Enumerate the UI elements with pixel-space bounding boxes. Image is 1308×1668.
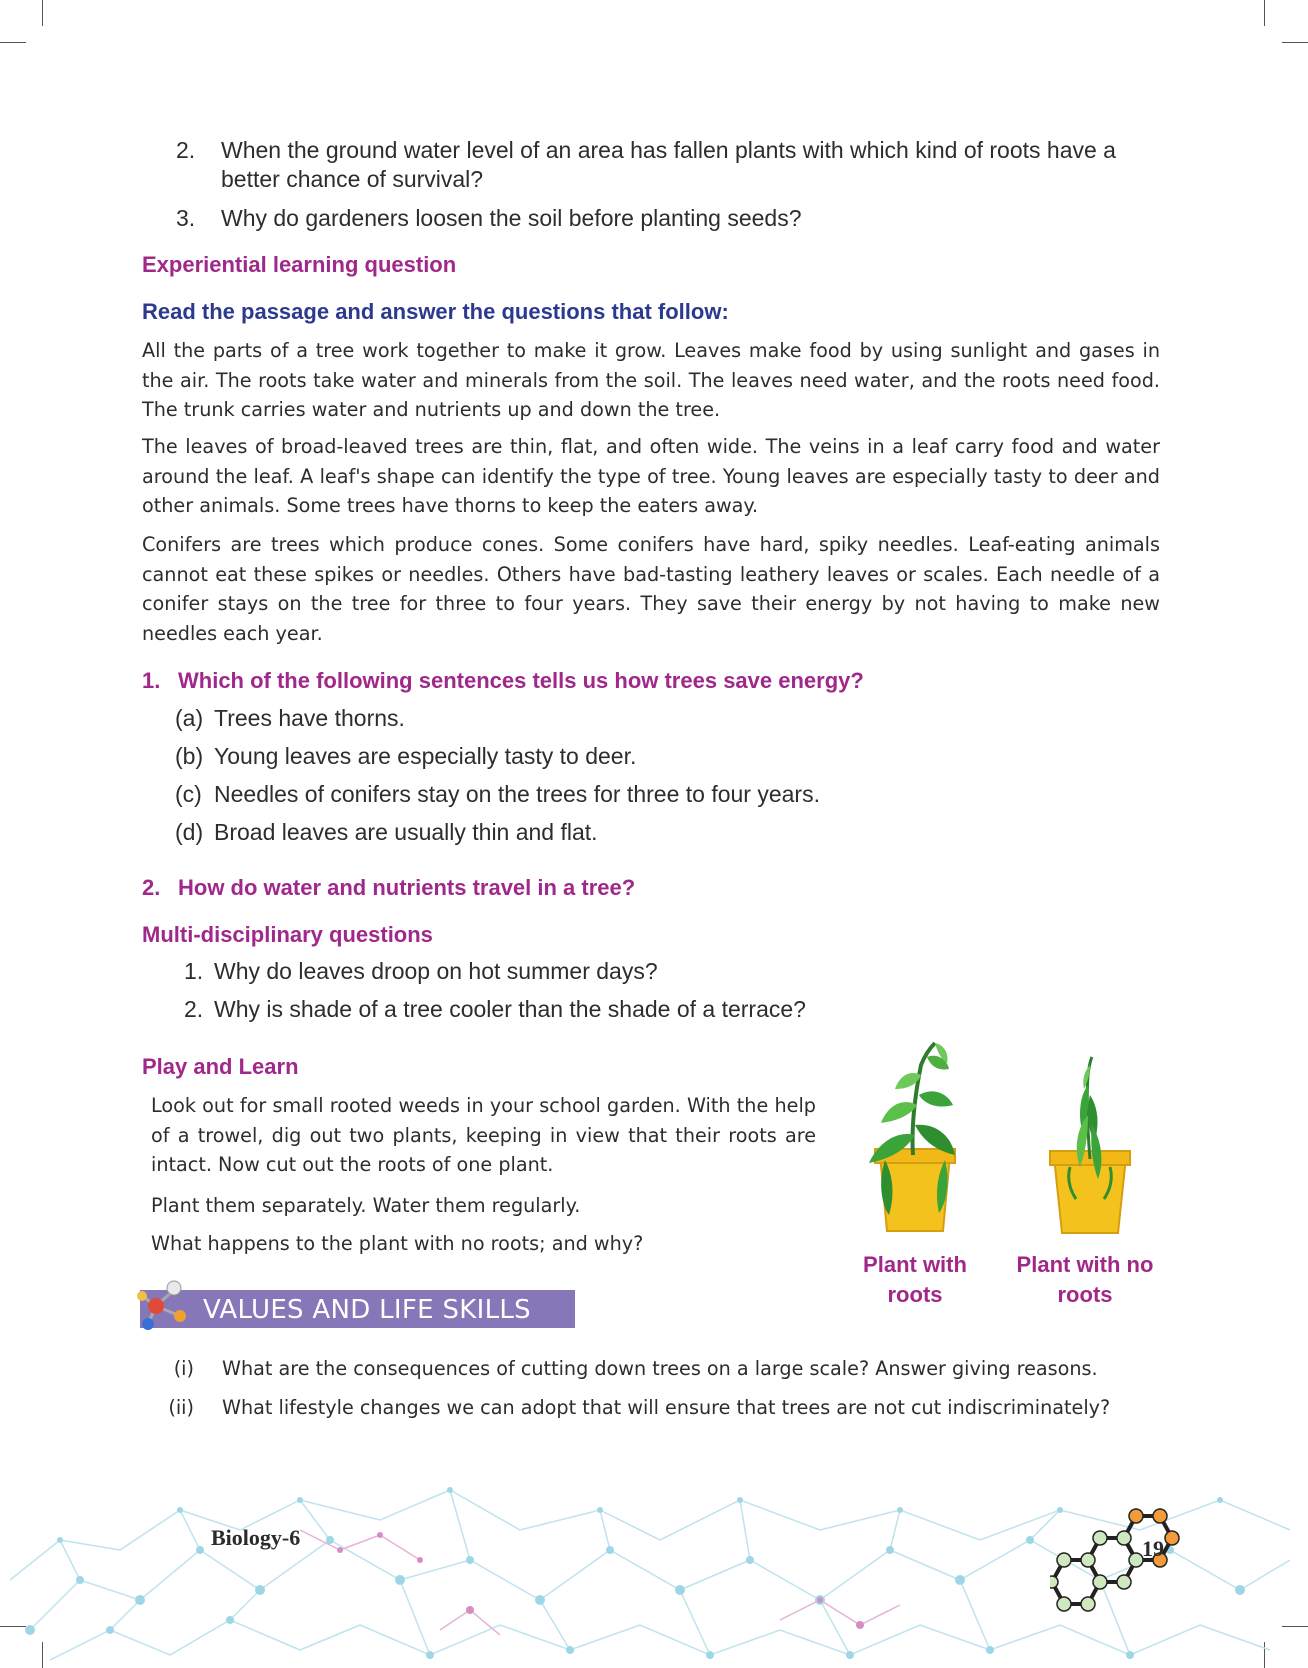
mcq-text: Which of the following sentences tells us how trees save energy? xyxy=(178,668,864,693)
values-question-number: (i) xyxy=(173,1357,194,1380)
question-number: 2. xyxy=(176,137,196,163)
crop-mark xyxy=(1282,42,1308,43)
molecule-icon xyxy=(136,1276,206,1336)
values-heading: VALUES AND LIFE SKILLS xyxy=(203,1295,531,1325)
activity-paragraph: What happens to the plant with no roots; and why? xyxy=(151,1232,644,1255)
crop-mark xyxy=(1264,0,1265,26)
page-number: 19 xyxy=(1142,1536,1164,1561)
option-label: (a) xyxy=(175,705,204,731)
plant-with-roots-illustration xyxy=(855,1035,975,1235)
caption-plant-no-roots: Plant with no roots xyxy=(1016,1252,1154,1307)
question-text: When the ground water level of an area has fallen plants with which kind of roots have a better chance of survival? xyxy=(221,137,1116,192)
caption-plant-with-roots: Plant with roots xyxy=(863,1252,967,1307)
question-text: How do water and nutrients travel in a tree? xyxy=(178,875,636,900)
option-label: (d) xyxy=(175,819,204,845)
option-label: (b) xyxy=(175,743,204,769)
crop-mark xyxy=(42,0,43,26)
question-text: Why do leaves droop on hot summer days? xyxy=(214,958,658,984)
passage-paragraph: All the parts of a tree work together to make it grow. Leaves make food by using sunlight and gases in the air. The roots take water and minerals from the soil. The leaves need water, and the roots need food. The trunk carries water and nutrients up and down the tree. xyxy=(142,339,1160,421)
multidisciplinary-heading: Multi-disciplinary questions xyxy=(142,922,433,947)
values-question-number: (ii) xyxy=(168,1396,194,1419)
play-learn-heading: Play and Learn xyxy=(142,1054,299,1079)
question-number: 1. xyxy=(184,958,204,984)
question-number: 3. xyxy=(176,205,196,231)
plant-without-roots-illustration xyxy=(1040,1055,1140,1235)
option-text: Young leaves are especially tasty to deer. xyxy=(214,743,637,769)
values-question-text: What are the consequences of cutting down trees on a large scale? Answer giving reasons. xyxy=(222,1357,1098,1380)
mcq-number: 1. xyxy=(142,668,161,693)
question-text: Why is shade of a tree cooler than the shade of a terrace? xyxy=(214,996,806,1022)
book-title: Biology-6 xyxy=(211,1525,301,1550)
option-label: (c) xyxy=(175,781,202,807)
question-number: 2. xyxy=(142,875,161,900)
passage-paragraph: The leaves of broad-leaved trees are thin, flat, and often wide. The veins in a leaf carry food and water around the leaf. A leaf's shape can identify the type of tree. Young leaves are especially tasty to deer and other animals. Some trees have thorns to keep the eaters away. xyxy=(142,435,1160,517)
question-text: Why do gardeners loosen the soil before planting seeds? xyxy=(221,205,802,231)
experiential-heading: Experiential learning question xyxy=(142,252,457,277)
option-text: Broad leaves are usually thin and flat. xyxy=(214,819,598,845)
activity-paragraph: Look out for small rooted weeds in your school garden. With the help of a trowel, dig out two plants, keeping in view that their roots are intact. Now cut out the roots of one plant. xyxy=(151,1094,816,1176)
option-text: Needles of conifers stay on the trees for three to four years. xyxy=(214,781,820,807)
crop-mark xyxy=(0,42,26,43)
values-question-text: What lifestyle changes we can adopt that will ensure that trees are not cut indiscriminately? xyxy=(222,1396,1111,1419)
passage-paragraph: Conifers are trees which produce cones. Some conifers have hard, spiky needles. Leaf-eating animals cannot eat these spikes or needles. Others have bad-tasting leathery leaves or scales. Each needle of a conifer stays on the tree for three to four years. They save their energy by not having to make new needles each year. xyxy=(142,533,1160,645)
activity-paragraph: Plant them separately. Water them regularly. xyxy=(151,1194,581,1217)
option-text: Trees have thorns. xyxy=(214,705,405,731)
passage-instruction: Read the passage and answer the questions that follow: xyxy=(142,299,729,324)
question-number: 2. xyxy=(184,996,204,1022)
